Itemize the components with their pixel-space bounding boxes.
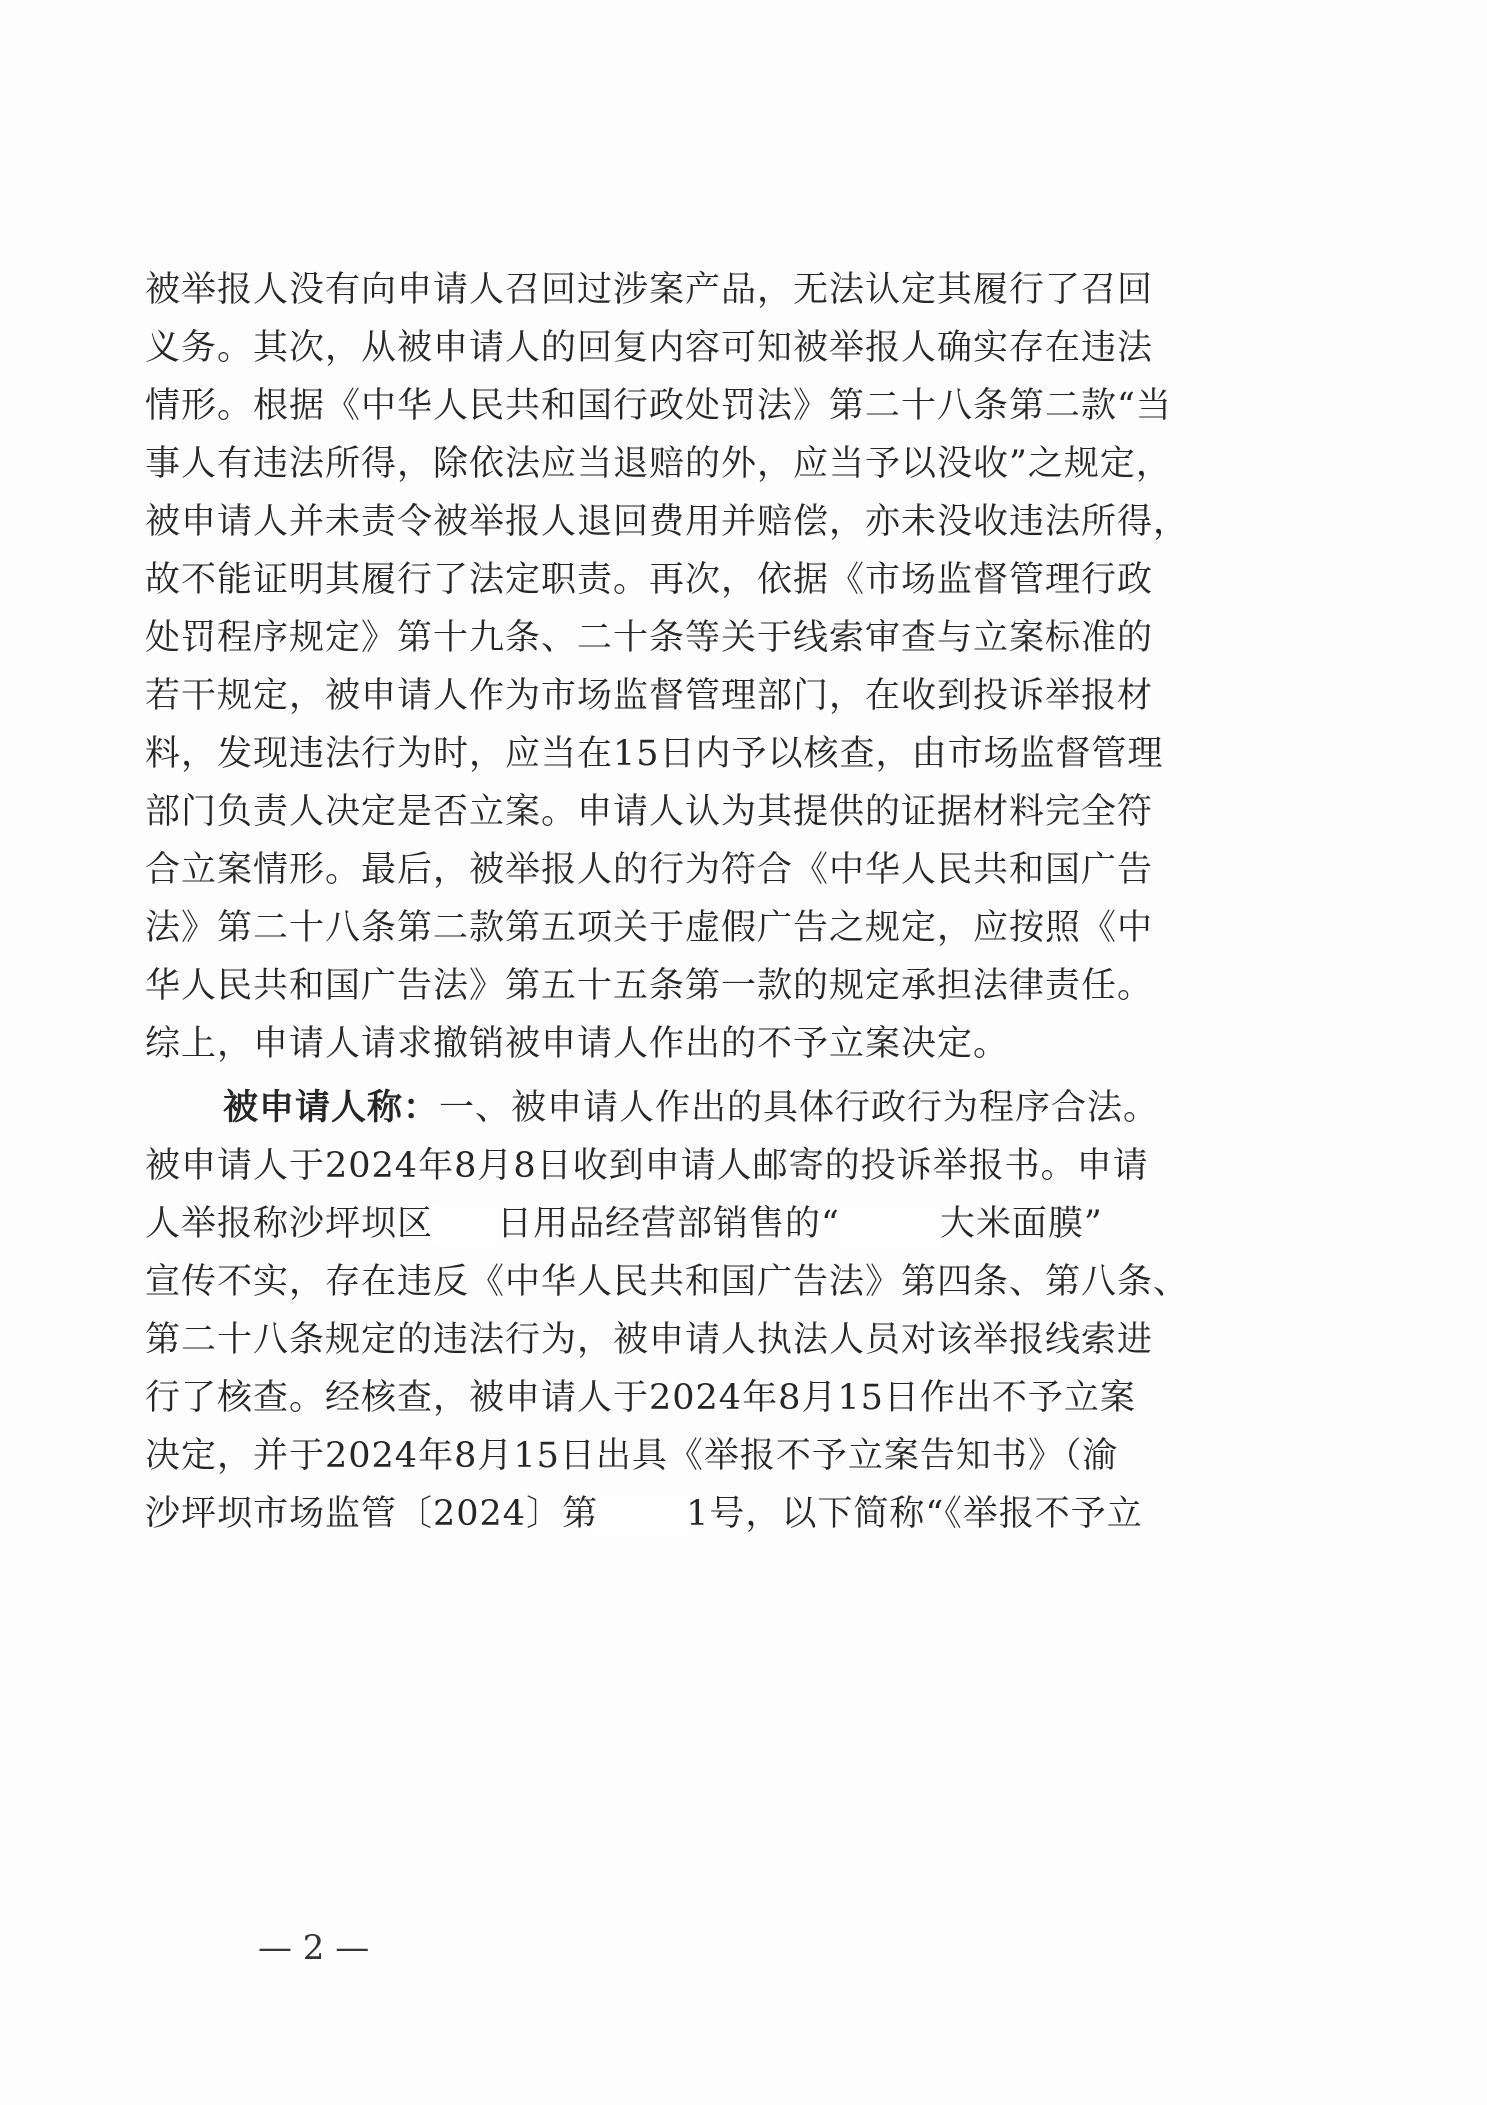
- text-line-redacted: [145, 1196, 1103, 1252]
- text-segment: 沙坪坝市场监管〔2024〕第: [145, 1494, 599, 1534]
- text-line: 事人有违法所得，除依法应当退赔的外，应当予以没收”之规定，: [145, 444, 1172, 484]
- text-line: 义务。其次，从被申请人的回复内容可知被举报人确实存在违法: [145, 328, 1154, 368]
- redaction-block: [598, 1496, 686, 1536]
- text-line: 法》第二十八条第二款第五项关于虚假广告之规定，应按照《中: [145, 908, 1154, 948]
- text-segment: 日用品经营部销售的“: [497, 1204, 840, 1244]
- text-line: 第二十八条规定的违法行为，被申请人执法人员对该举报线索进: [145, 1320, 1154, 1360]
- text-line: 合立案情形。最后，被举报人的行为符合《中华人民共和国广告: [145, 850, 1154, 890]
- text-line: 情形。根据《中华人民共和国行政处罚法》第二十八条第二款“当: [145, 386, 1172, 426]
- text-line-redacted: [145, 1486, 1143, 1542]
- text-segment: 1号，以下简称“《举报不予立: [686, 1494, 1143, 1534]
- text-line: 决定，并于2024年8月15日出具《举报不予立案告知书》（渝: [145, 1436, 1119, 1476]
- redaction-block: [433, 1206, 497, 1246]
- text-line: 宣传不实，存在违反《中华人民共和国广告法》第四条、第八条、: [145, 1262, 1190, 1302]
- text-line: 被申请人并未责令被举报人退回费用并赔偿，亦未没收违法所得，: [145, 502, 1190, 542]
- text-line: 华人民共和国广告法》第五十五条第一款的规定承担法律责任。: [145, 966, 1154, 1006]
- text-segment: 人举报称沙坪坝区: [145, 1204, 434, 1244]
- text-line: 料，发现违法行为时，应当在15日内予以核查，由市场监督管理: [145, 734, 1164, 774]
- text-line: 被申请人于2024年8月8日收到申请人邮寄的投诉举报书。申请: [145, 1146, 1149, 1186]
- text-line: 部门负责人决定是否立案。申请人认为其提供的证据材料完全符: [145, 792, 1154, 832]
- text-line: 故不能证明其履行了法定职责。再次，依据《市场监督管理行政: [145, 560, 1154, 600]
- respondent-paragraph-start: [223, 1080, 1159, 1136]
- text-segment: 大米面膜”: [939, 1204, 1103, 1244]
- text-line: 若干规定，被申请人作为市场监督管理部门，在收到投诉举报材: [145, 676, 1154, 716]
- redaction-block: [840, 1206, 940, 1246]
- respondent-first-line: 一、被申请人作出的具体行政行为程序合法。: [439, 1088, 1160, 1128]
- text-line: 处罚程序规定》第十九条、二十条等关于线索审查与立案标准的: [145, 618, 1154, 658]
- respondent-label: 被申请人称：: [223, 1087, 440, 1128]
- text-line: 综上，申请人请求撤销被申请人作出的不予立案决定。: [145, 1024, 1010, 1064]
- text-line: 被举报人没有向申请人召回过涉案产品，无法认定其履行了召回: [145, 270, 1154, 310]
- page-number: — 2 —: [258, 1928, 370, 1968]
- text-line: 行了核查。经核查，被申请人于2024年8月15日作出不予立案: [145, 1378, 1136, 1418]
